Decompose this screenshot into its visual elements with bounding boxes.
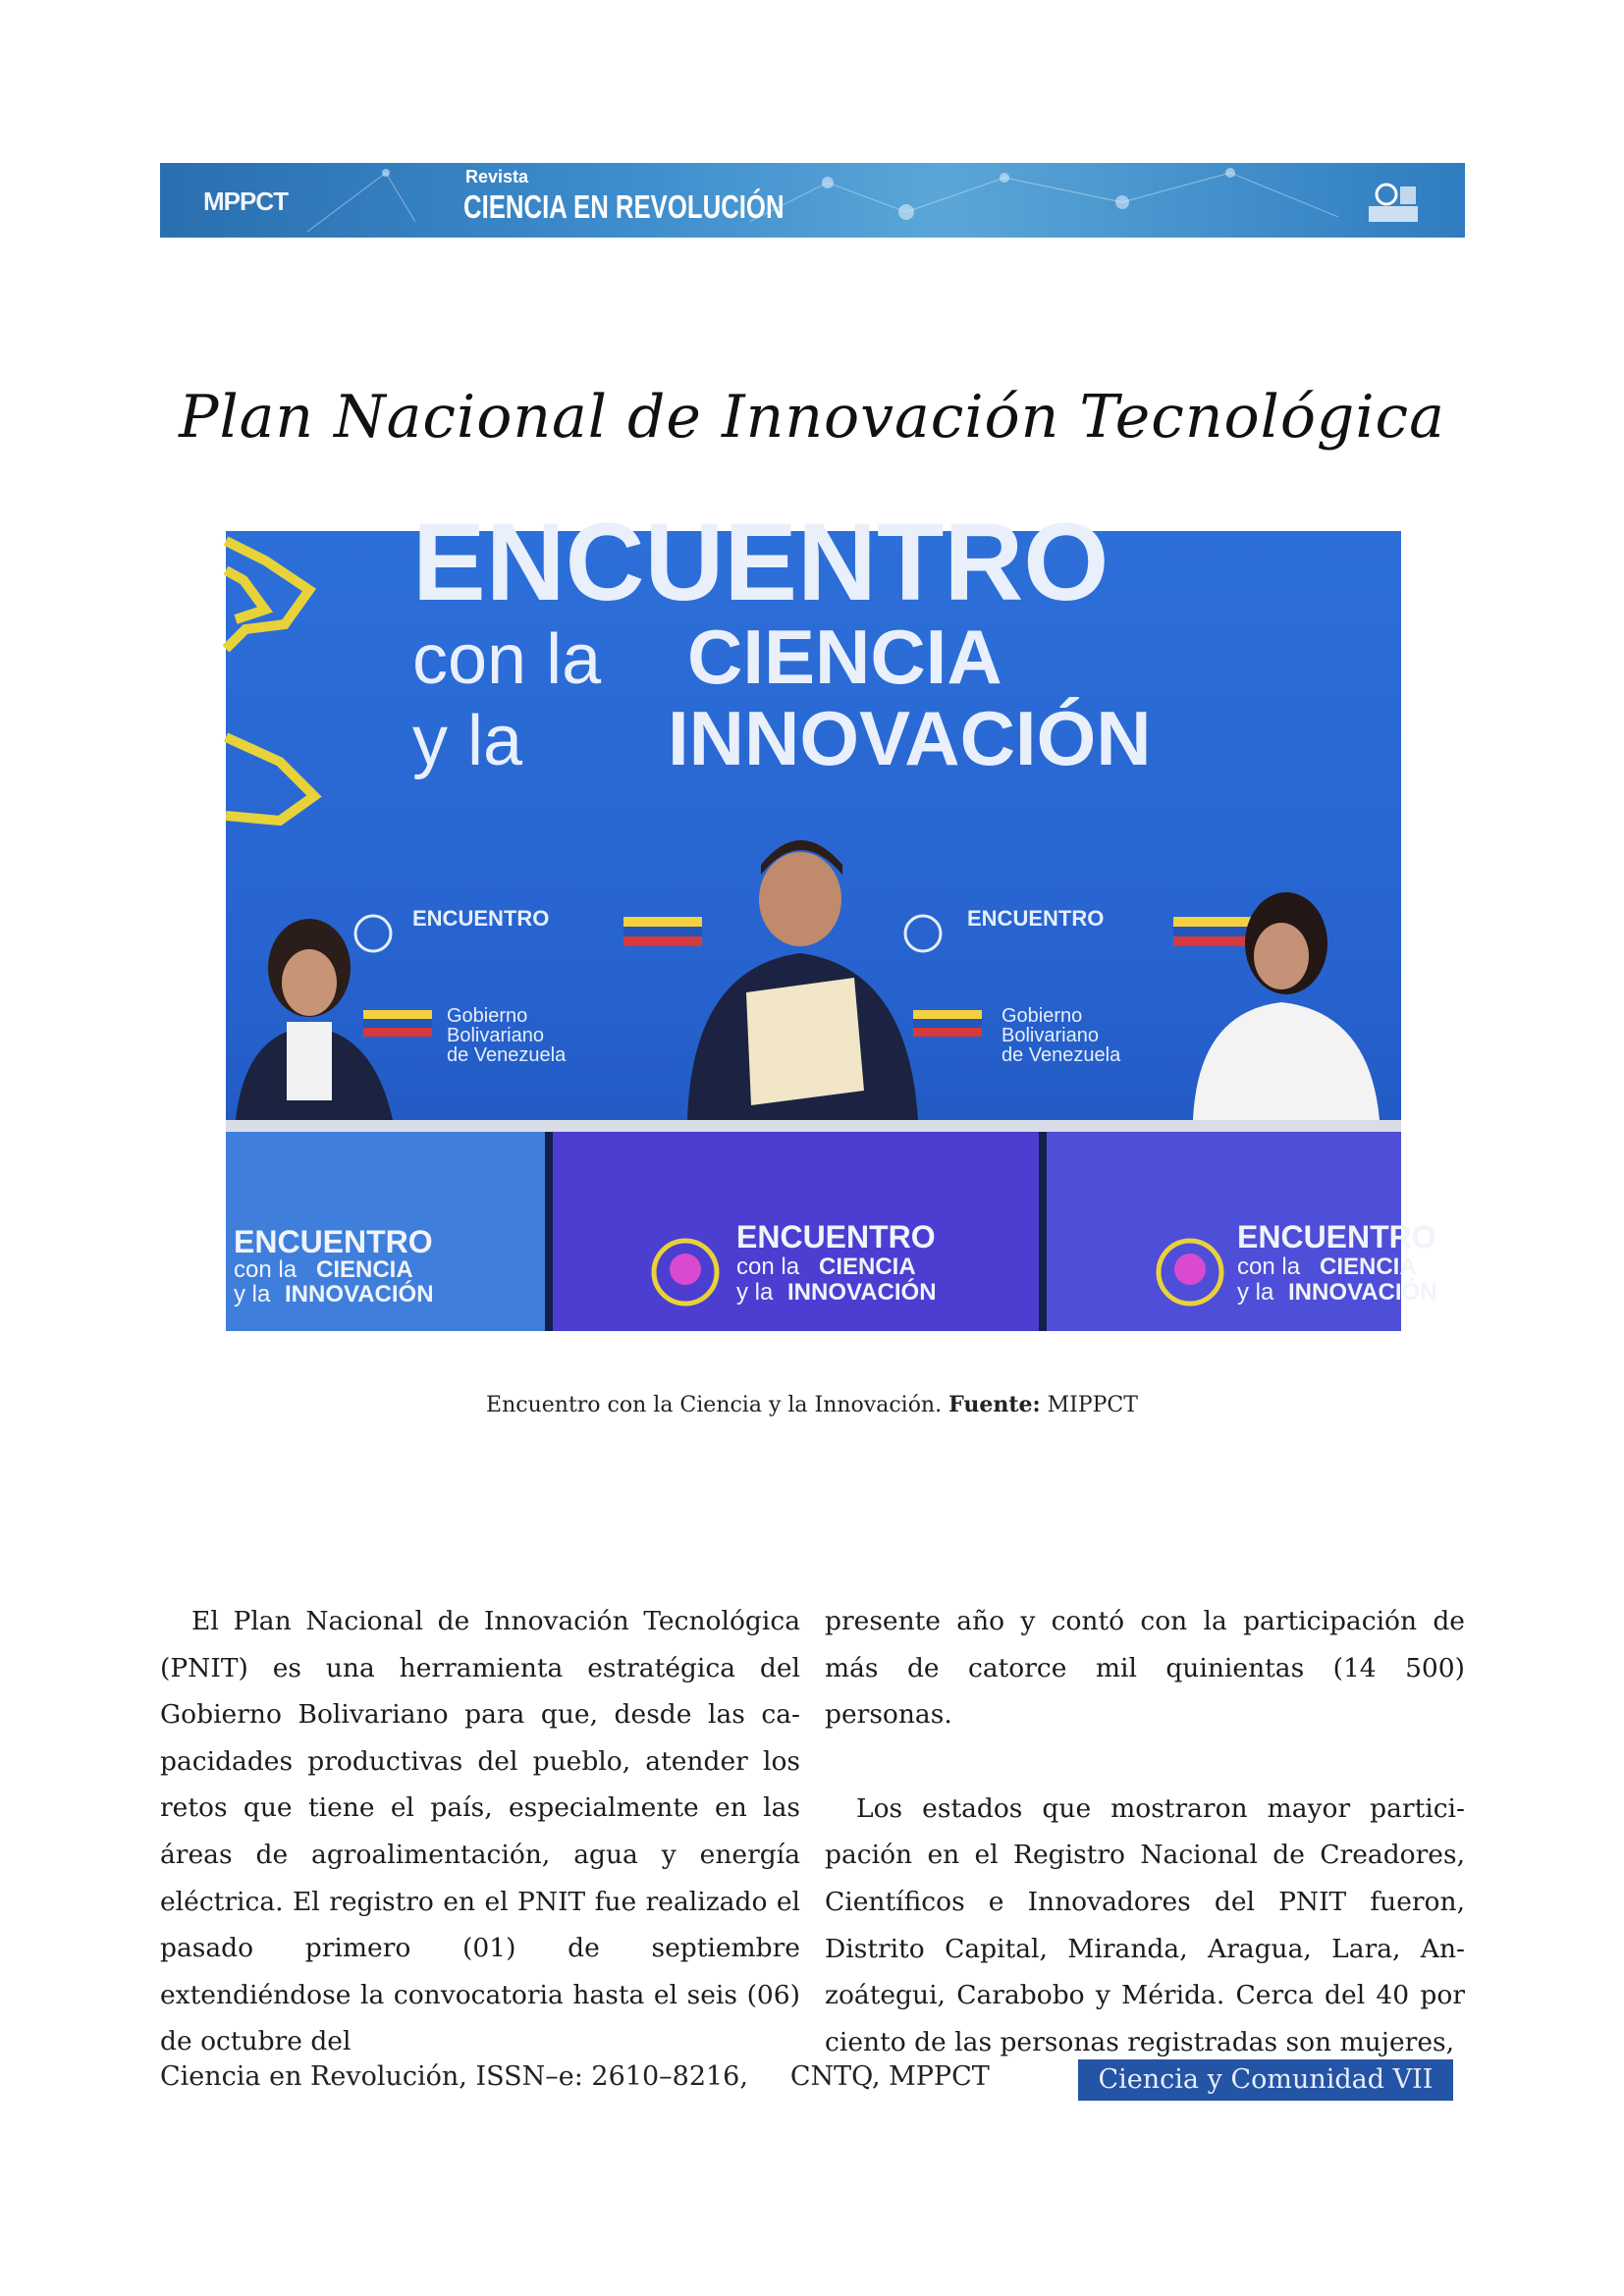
backdrop-line3b: INNOVACIÓN	[668, 695, 1152, 781]
backdrop-line2a: con la	[412, 620, 602, 699]
desk-panels	[226, 1132, 1437, 1331]
gov-line3: de Venezuela	[447, 1044, 567, 1066]
desk-left-line3a: y la	[234, 1281, 271, 1308]
body-column-left	[160, 1598, 800, 2065]
desk-left-line2a: con la	[234, 1256, 298, 1283]
desk-center-line3a: y la	[736, 1279, 774, 1306]
event-photo	[226, 501, 1437, 1331]
backdrop-title: ENCUENTRO	[412, 501, 1110, 623]
desk-center-line3b: INNOVACIÓN	[787, 1279, 937, 1306]
photo-caption	[0, 1392, 1624, 1417]
small-logo-title: ENCUENTRO	[967, 906, 1105, 931]
desk-left-line2b: CIENCIA	[316, 1256, 413, 1283]
body-paragraph: presente año y contó con la participación de más de catorce mil quinientas (14 500) personas.	[825, 1606, 1465, 1731]
caption-source-label: Fuente:	[948, 1392, 1041, 1417]
desk-right-line2b: CIENCIA	[1320, 1254, 1417, 1280]
footer-journal-info	[160, 2061, 990, 2092]
caption-text: Encuentro con la Ciencia y la Innovación.	[486, 1393, 943, 1417]
header-banner	[160, 163, 1465, 238]
body-column-right	[825, 1598, 1465, 2065]
gov-line1: Gobierno	[1001, 1005, 1083, 1027]
footer-org: CNTQ, MPPCT	[789, 2061, 990, 2092]
desk-left-line1: ENCUENTRO	[234, 1224, 433, 1259]
gov-line2: Bolivariano	[1001, 1025, 1099, 1046]
network-pattern	[160, 163, 1465, 238]
footer-journal: Ciencia en Revolución, ISSN–e: 2610–8216,	[160, 2061, 748, 2092]
backdrop-line3a: y la	[412, 702, 523, 780]
footer-section-badge: Ciencia y Comunidad VII	[1078, 2059, 1453, 2101]
desk-center-line2a: con la	[736, 1254, 800, 1280]
body-paragraph: El Plan Nacional de Innovación Tecnológica (PNIT) es una herramienta estratégica del Gobierno Bolivariano para que, desde las capacidades productivas del pueblo, atender los retos que tiene el país, especialmente en las áreas de agroalimentación, agua y energía eléctrica. El registro en el PNIT fue realizado el pasado primero (01) de septiembre extendiéndose la convocatoria hasta el seis (06) de octubre del	[160, 1606, 800, 2057]
decorative-gear-shape	[226, 541, 314, 821]
institution-icon	[1365, 177, 1422, 226]
gov-line2: Bolivariano	[447, 1025, 544, 1046]
backdrop-line2b: CIENCIA	[687, 614, 1002, 700]
speaker-center	[687, 840, 918, 1120]
desk-center-line2b: CIENCIA	[819, 1254, 916, 1280]
desk-right-line2a: con la	[1237, 1254, 1301, 1280]
desk-right-line1: ENCUENTRO	[1237, 1219, 1436, 1255]
body-paragraph: Los estados que mostraron mayor participación en el Registro Nacional de Creadores, Científicos e Innovadores del PNIT fueron, Distrito Capital, Miranda, Aragua, Lara, Anzoátegui, Carabobo y Mérida. Cerca del 40 por ciento de las personas registradas son mujeres,	[825, 1792, 1465, 2057]
small-logo-title: ENCUENTRO	[412, 906, 550, 931]
gov-line3: de Venezuela	[1001, 1044, 1121, 1066]
journal-title: CIENCIA EN REVOLUCIÓN	[463, 188, 785, 225]
document-sheet	[746, 978, 864, 1105]
article-title: Plan Nacional de Innovación Tecnológica	[179, 383, 1445, 452]
caption-source-value: MIPPCT	[1047, 1393, 1138, 1417]
desk-center-line1: ENCUENTRO	[736, 1219, 936, 1255]
journal-label: Revista	[465, 167, 529, 187]
desk-right-line3a: y la	[1237, 1279, 1274, 1306]
mppct-logo: MPPCT	[203, 187, 288, 216]
desk-left-line3b: INNOVACIÓN	[285, 1281, 434, 1308]
gov-line1: Gobierno	[447, 1005, 528, 1027]
desk-right-line3b: INNOVACIÓN	[1288, 1279, 1437, 1306]
